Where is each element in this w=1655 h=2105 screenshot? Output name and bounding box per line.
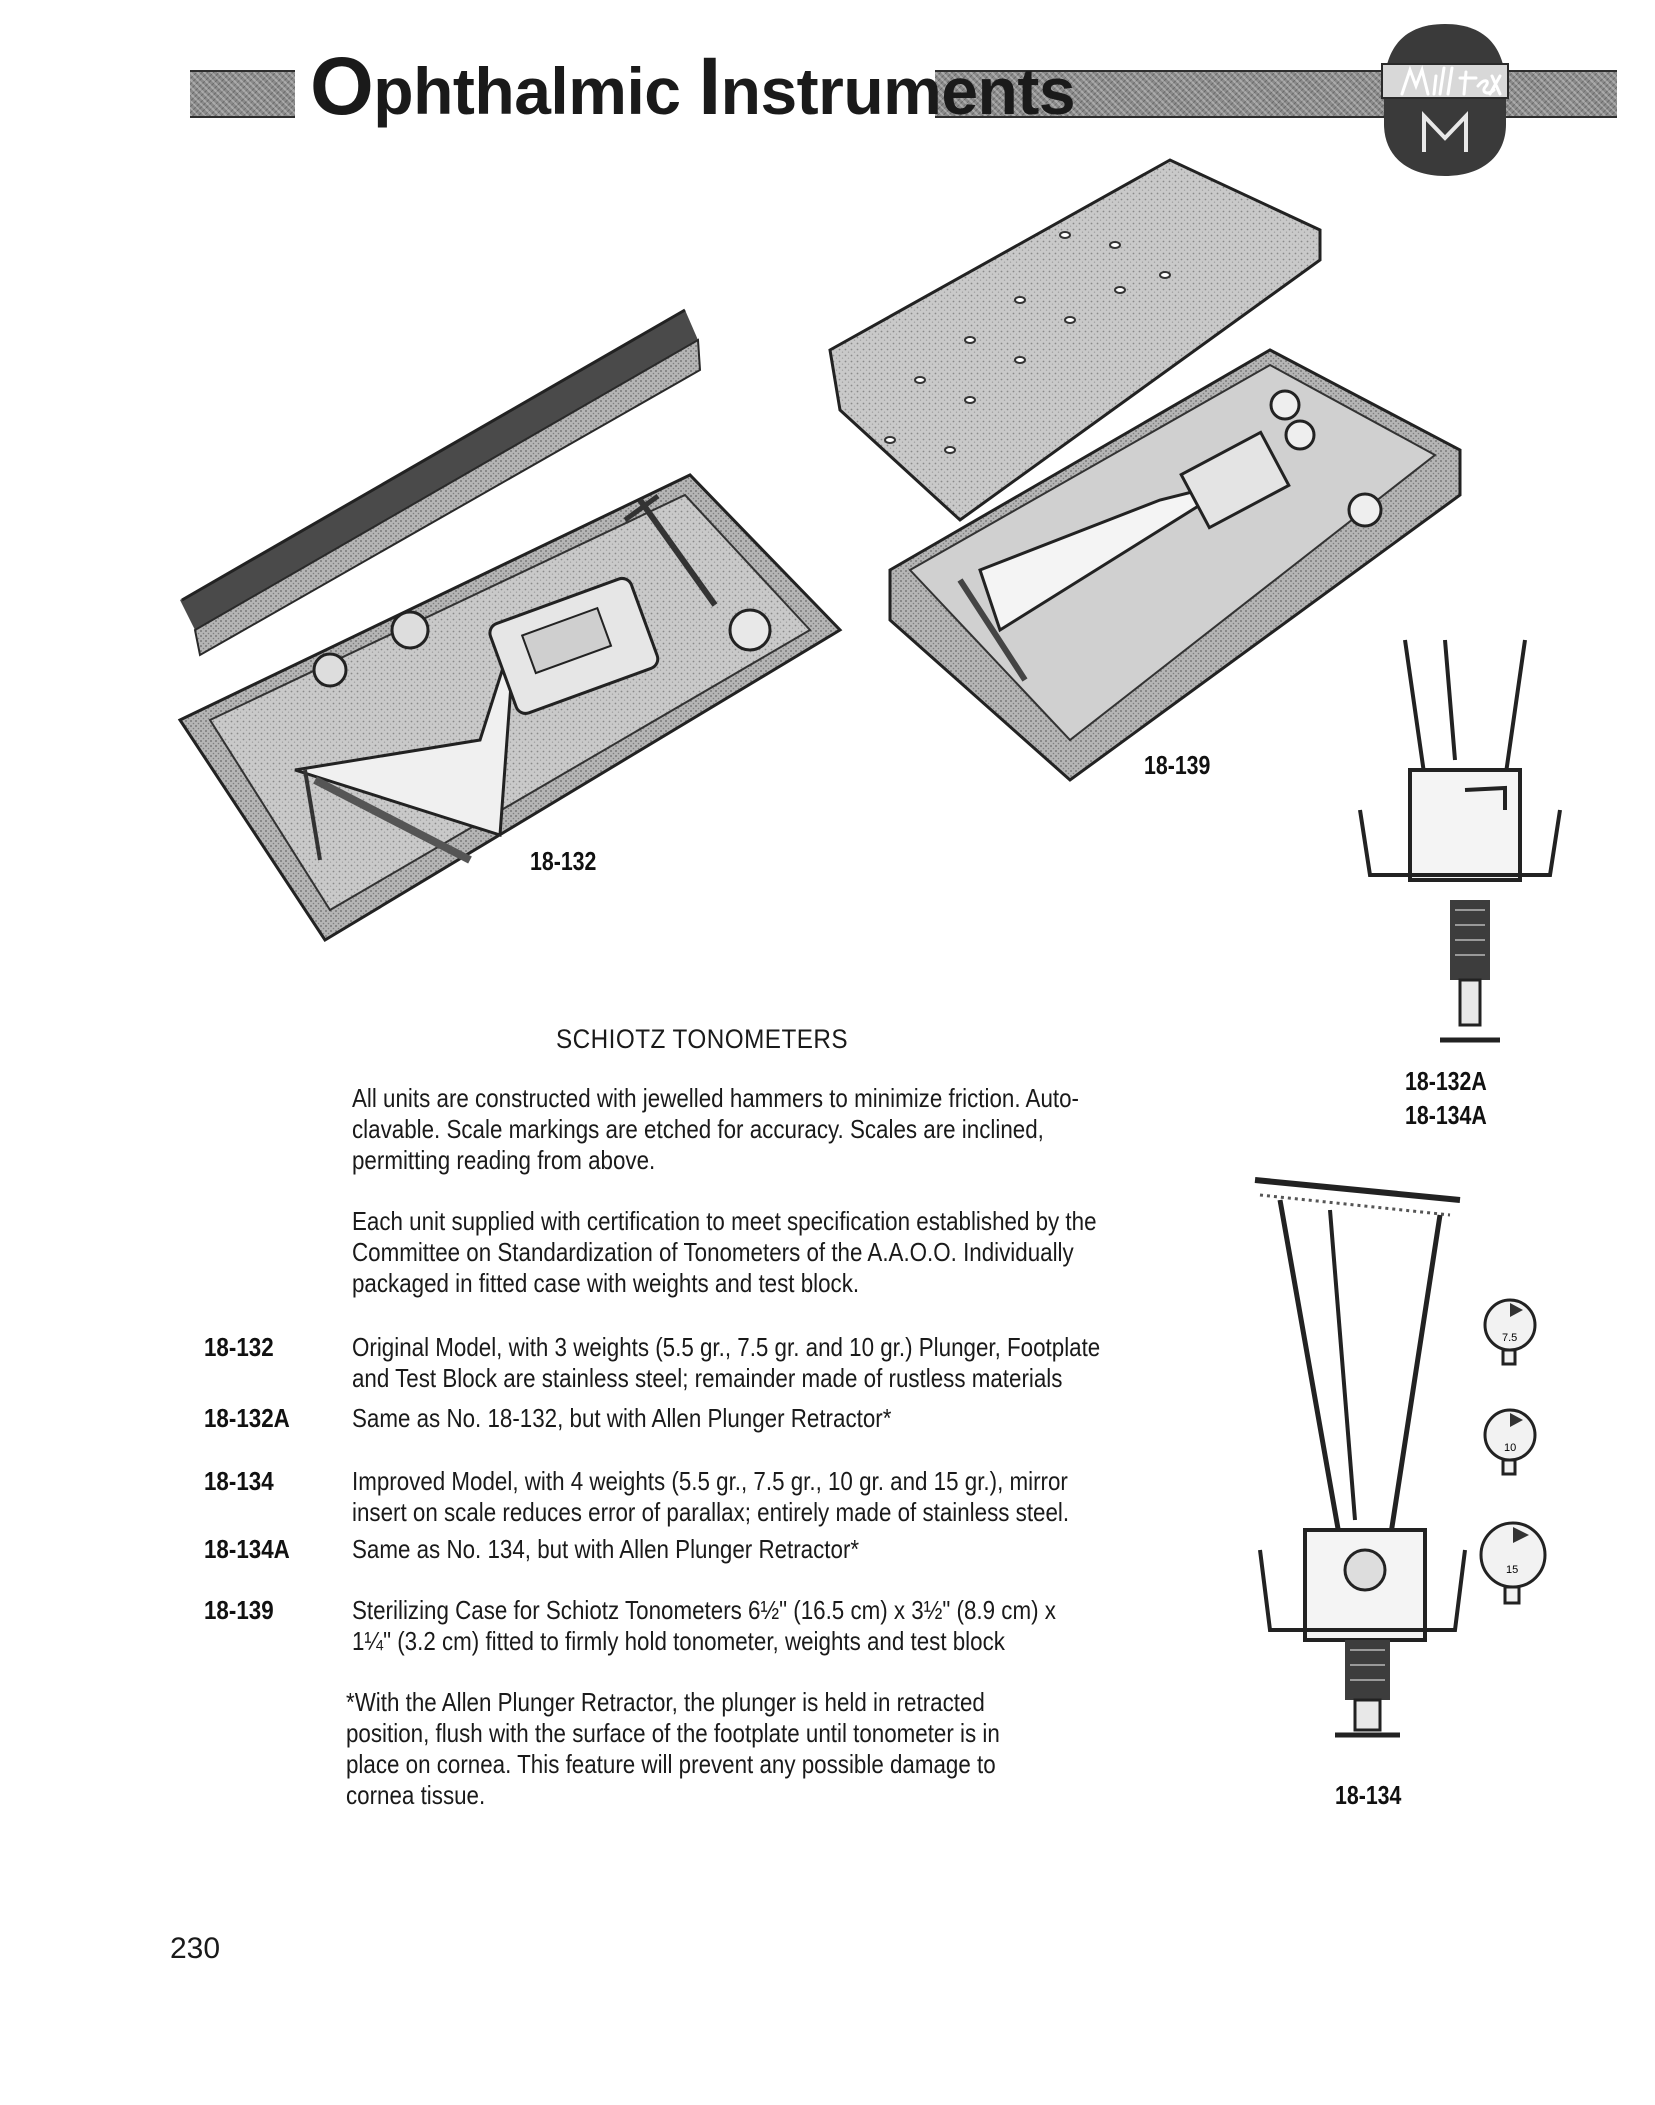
text-line: Improved Model, with 4 weights (5.5 gr., 7.5 gr., 10 gr. and 15 gr.), mirror: [352, 1466, 1068, 1496]
text-line: All units are constructed with jewelled hammers to minimize friction. Auto-: [352, 1083, 1079, 1113]
weight-label: 15: [1506, 1564, 1519, 1576]
text-line: Each unit supplied with certification to meet specification established by the: [352, 1206, 1097, 1236]
text-line: Original Model, with 3 weights (5.5 gr., 7.5 gr. and 10 gr.) Plunger, Footplate: [352, 1332, 1101, 1362]
text-line: packaged in fitted case with weights and test block.: [352, 1268, 860, 1298]
text-line: permitting reading from above.: [352, 1145, 656, 1175]
text-line: Same as No. 134, but with Allen Plunger Retractor*: [352, 1534, 860, 1564]
label-18-134: 18-134: [1335, 1780, 1402, 1810]
tonometer-front-illustration: [1250, 1170, 1470, 1740]
header-bar-left: [190, 70, 295, 118]
title-part-2: nstruments: [720, 54, 1076, 128]
label-18-134A: 18-134A: [1405, 1100, 1487, 1130]
text-line: insert on scale reduces error of parallax; entirely made of stainless steel.: [352, 1497, 1070, 1527]
catalog-description: [352, 1466, 1069, 1528]
weights-illustration: [1475, 1295, 1555, 1625]
title-initial-o: O: [310, 41, 374, 132]
label-18-139: 18-139: [1144, 750, 1211, 780]
text-line: Same as No. 18-132, but with Allen Plunger Retractor*: [352, 1403, 892, 1433]
weight-label: 10: [1504, 1442, 1517, 1454]
header-bar-right: [1505, 70, 1617, 118]
text-line: place on cornea. This feature will prevent any possible damage to: [346, 1749, 996, 1779]
label-18-132A: 18-132A: [1405, 1066, 1487, 1096]
catalog-description: [352, 1595, 1056, 1657]
intro-paragraph-2: [352, 1206, 1097, 1299]
catalog-description: [352, 1534, 859, 1565]
text-line: clavable. Scale markings are etched for accuracy. Scales are inclined,: [352, 1114, 1044, 1144]
catalog-description: [352, 1403, 891, 1434]
tonometer-case-illustration: [170, 300, 850, 950]
text-line: Committee on Standardization of Tonometers of the A.A.O.O. Individually: [352, 1237, 1074, 1267]
intro-paragraph-1: [352, 1083, 1079, 1176]
catalog-number: 18-134: [204, 1466, 274, 1496]
catalog-number: 18-132: [204, 1332, 274, 1362]
catalog-number: 18-134A: [204, 1534, 290, 1564]
weight-label: 7.5: [1502, 1332, 1518, 1344]
catalog-number: 18-139: [204, 1595, 274, 1625]
label-18-132: 18-132: [530, 846, 597, 876]
text-line: position, flush with the surface of the footplate until tonometer is in: [346, 1718, 1000, 1748]
text-line: *With the Allen Plunger Retractor, the plunger is held in retracted: [346, 1687, 985, 1717]
title-initial-i: I: [698, 41, 721, 132]
title-part-1: phthalmic: [373, 54, 699, 128]
text-line: and Test Block are stainless steel; remainder made of rustless materials: [352, 1363, 1063, 1393]
text-line: cornea tissue.: [346, 1780, 486, 1810]
catalog-number: 18-132A: [204, 1403, 290, 1433]
tonometer-side-illustration: [1355, 640, 1565, 1060]
text-line: 1¼" (3.2 cm) fitted to firmly hold tonometer, weights and test block: [352, 1626, 1005, 1656]
page-number: 230: [170, 1932, 221, 1965]
section-heading: SCHIOTZ TONOMETERS: [556, 1024, 849, 1054]
footnote: [346, 1687, 1000, 1811]
catalog-description: [352, 1332, 1100, 1394]
page-title: [310, 41, 1076, 132]
text-line: Sterilizing Case for Schiotz Tonometers 6½" (16.5 cm) x 3½" (8.9 cm) x: [352, 1595, 1056, 1625]
